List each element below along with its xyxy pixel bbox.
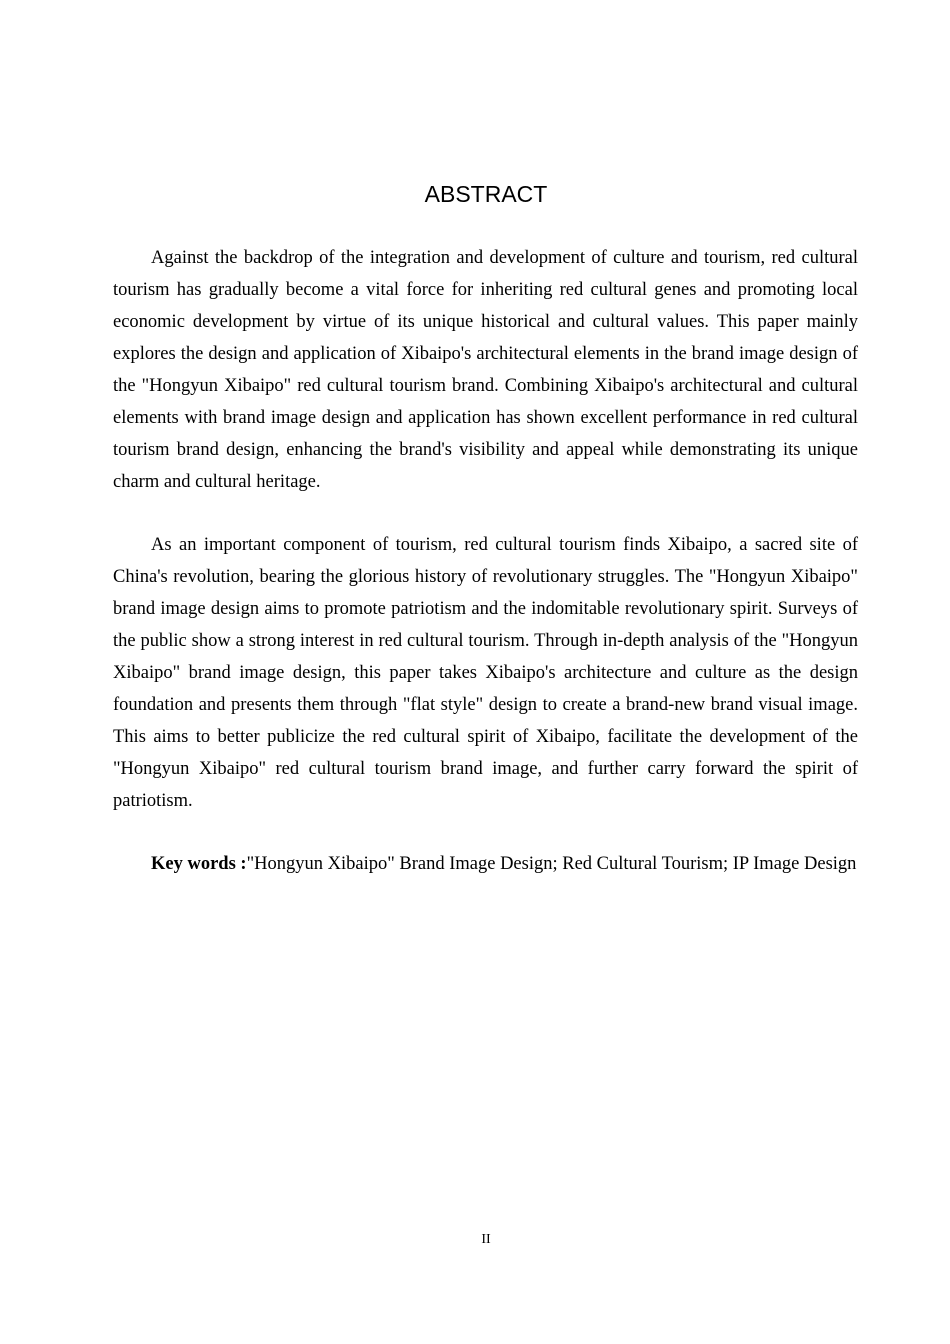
page-number: II [481,1232,491,1247]
page-title: ABSTRACT [424,181,548,207]
abstract-paragraph-2: As an important component of tourism, red cultural tourism finds Xibaipo, a sacred site of China's revolution, bearing the glorious history of revolutionary struggles. The "Hongyun Xibaipo" brand image design aims to promote patriotism and the indomitable revolutionary spirit. Surveys of the public show a strong interest in red cultural tourism. Through in-depth analysis of the "Hongyun Xibaipo" brand image design, this paper takes Xibaipo's architecture and culture as the design foundation and presents them through "flat style" design to create a brand-new brand visual image. This aims to better publicize the red cultural spirit of Xibaipo, facilitate the development of the "Hongyun Xibaipo" red cultural tourism brand image, and further carry forward the spirit of patriotism. [113,535,858,811]
keywords-label: Key words : [151,854,247,874]
keywords-text: "Hongyun Xibaipo" Brand Image Design; Red Cultural Tourism; IP Image Design [246,854,857,874]
keywords-paragraph [113,848,858,880]
abstract-paragraph-1: Against the backdrop of the integration and development of culture and tourism, red cultural tourism has gradually become a vital force for inheriting red cultural genes and promoting local economic development by virtue of its unique historical and cultural values. This paper mainly explores the design and application of Xibaipo's architectural elements in the brand image design of the "Hongyun Xibaipo" red cultural tourism brand. Combining Xibaipo's architectural and cultural elements with brand image design and application has shown excellent performance in red cultural tourism brand design, enhancing the brand's visibility and appeal while demonstrating its unique charm and cultural heritage. [113,248,858,492]
